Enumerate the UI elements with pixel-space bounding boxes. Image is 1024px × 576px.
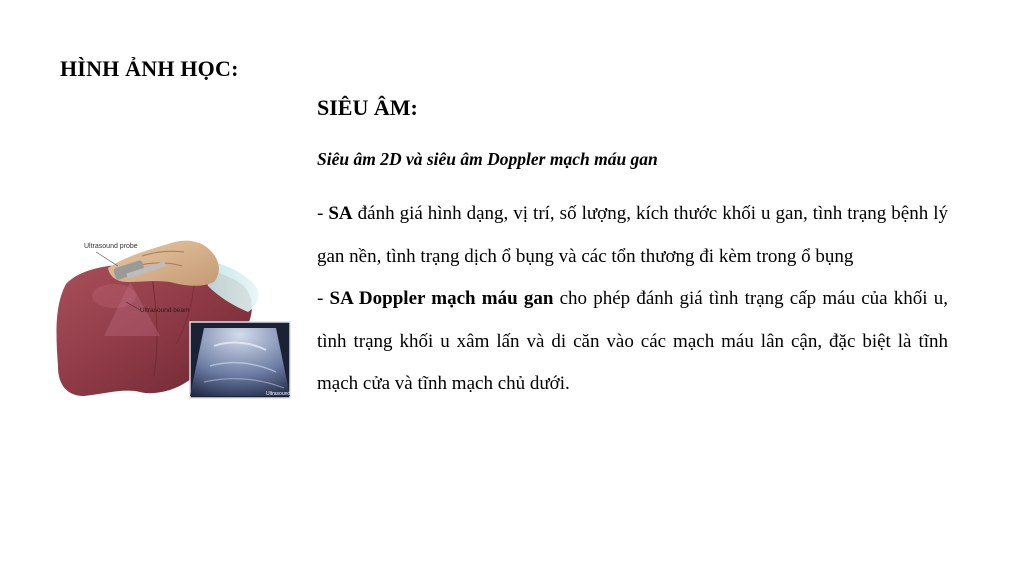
- monitor-label: Ultrasound: [266, 391, 291, 397]
- bullet-dash: -: [317, 288, 330, 309]
- bullet-keyword: SA: [328, 203, 353, 224]
- method-caption: Siêu âm 2D và siêu âm Doppler mạch máu gan: [317, 149, 658, 169]
- subsection-heading: SIÊU ÂM:: [317, 95, 418, 120]
- liver-ultrasound-illustration: [44, 226, 300, 404]
- body-text: [317, 193, 948, 406]
- beam-label: Ultrasound beam: [140, 307, 190, 314]
- bullet-dash: -: [317, 203, 329, 224]
- bullet-keyword: SA Doppler mạch máu gan: [329, 288, 554, 309]
- probe-label: Ultrasound probe: [84, 243, 138, 250]
- bullet-item-ultrasound: [317, 193, 948, 278]
- bullet-text: đánh giá hình dạng, vị trí, số lượng, kích thước khối u gan, tình trạng bệnh lý gan nền, tình trạng dịch ổ bụng và các tổn thương đi kèm trong ổ bụng: [317, 203, 949, 267]
- bullet-item-doppler: [317, 278, 948, 406]
- section-heading: HÌNH ẢNH HỌC:: [60, 56, 239, 81]
- bullet-text: cho phép đánh giá tình trạng cấp máu của khối u, tình trạng khối u xâm lấn và di căn vào các mạch máu lân cận, đặc biệt là tĩnh mạch cửa và tĩnh mạch chủ dưới.: [317, 288, 949, 394]
